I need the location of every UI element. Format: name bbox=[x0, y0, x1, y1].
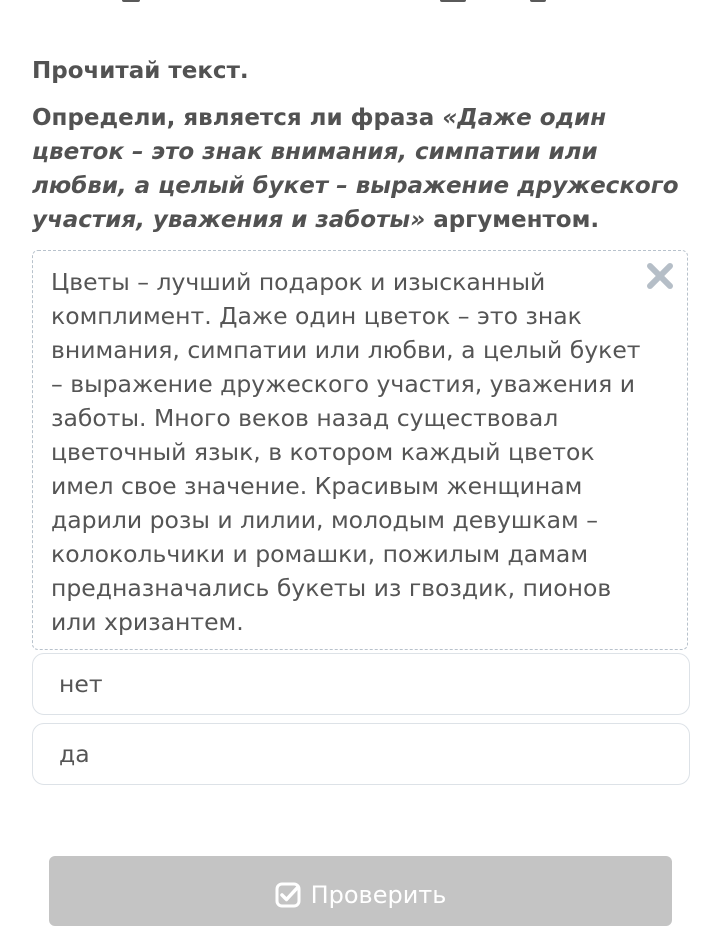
question-quote: «Даже один цветок – это знак внимания, симпатии или любви, а целый букет – выражение дружеского участия, уважения и заботы» bbox=[32, 105, 679, 233]
check-button[interactable] bbox=[49, 856, 672, 926]
reading-passage: Цветы – лучший подарок и изысканный комплимент. Даже один цветок – это знак внимания, симпатии или любви, а целый букет – выражение дружеского участия, уважения и заботы. Много веков назад существовал цветочный язык, в котором каждый цветок имел свое значение. Красивым женщинам дарили розы и лилии, молодым девушкам – колокольчики и ромашки, пожилым дамам предназначались букеты из гвоздик, пионов или хризантем. bbox=[51, 268, 641, 636]
checkbox-check-icon bbox=[275, 882, 301, 908]
reading-text-card bbox=[32, 250, 688, 650]
question-text bbox=[32, 101, 700, 237]
answer-option-da[interactable] bbox=[32, 723, 690, 785]
question-suffix: аргументом. bbox=[425, 207, 600, 233]
answer-option-label: да bbox=[59, 740, 90, 768]
cropped-top-content bbox=[0, 0, 720, 6]
close-icon bbox=[646, 262, 674, 290]
answer-option-label: нет bbox=[59, 670, 103, 698]
question-prefix: Определи, является ли фраза bbox=[32, 105, 443, 131]
check-button-label: Проверить bbox=[310, 881, 447, 909]
answer-option-net[interactable] bbox=[32, 653, 690, 715]
instruction-heading: Прочитай текст. bbox=[32, 58, 249, 84]
close-button[interactable] bbox=[643, 259, 677, 293]
